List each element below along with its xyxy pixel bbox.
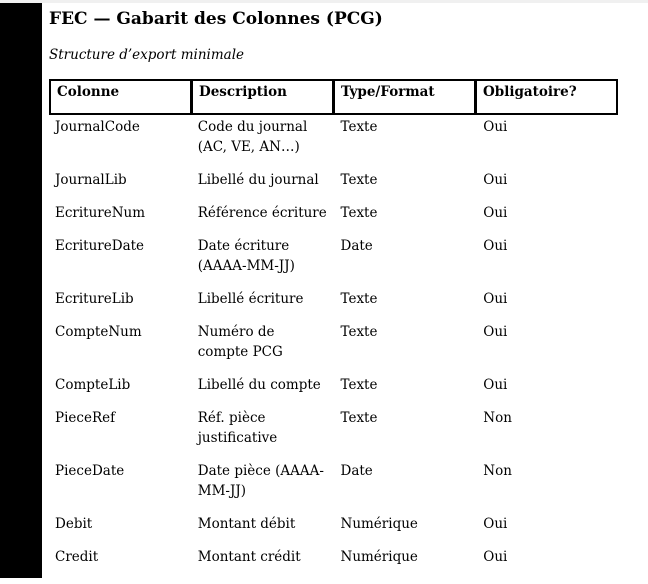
left-margin-bar bbox=[0, 3, 42, 578]
cell-description: Réf. pièce justificative bbox=[197, 410, 278, 446]
cell-colonne: JournalCode bbox=[55, 119, 140, 135]
cell-obligatoire: Non bbox=[483, 463, 512, 479]
cell-obligatoire: Oui bbox=[483, 238, 508, 254]
cell-description: Code du journal (AC, VE, AN…) bbox=[197, 119, 308, 155]
cell-type: Numérique bbox=[340, 549, 418, 565]
document-title: FEC — Gabarit des Colonnes (PCG) bbox=[49, 9, 383, 29]
table-row bbox=[49, 375, 620, 408]
cell-colonne: Credit bbox=[55, 549, 99, 565]
cell-type: Texte bbox=[340, 377, 378, 393]
table-row bbox=[49, 461, 620, 514]
cell-type: Texte bbox=[340, 119, 378, 135]
cell-colonne: PieceDate bbox=[55, 463, 125, 479]
table-row bbox=[49, 408, 620, 461]
cell-description: Numéro de compte PCG bbox=[197, 324, 283, 360]
cell-obligatoire: Oui bbox=[483, 516, 508, 532]
cell-type: Texte bbox=[340, 205, 378, 221]
table-row bbox=[49, 203, 620, 236]
cell-description: Libellé écriture bbox=[197, 291, 304, 307]
table-row bbox=[49, 289, 620, 322]
cell-obligatoire: Oui bbox=[483, 549, 508, 565]
cell-type: Texte bbox=[340, 324, 378, 340]
table-body bbox=[49, 117, 620, 577]
table-row bbox=[49, 170, 620, 203]
cell-colonne: CompteLib bbox=[55, 377, 131, 393]
cell-description: Date écriture (AAAA-MM-JJ) bbox=[197, 238, 295, 274]
cell-description: Libellé du journal bbox=[197, 172, 319, 188]
cell-obligatoire: Oui bbox=[483, 291, 508, 307]
header-obligatoire: Obligatoire? bbox=[475, 79, 618, 115]
cell-type: Texte bbox=[340, 410, 378, 426]
table-row bbox=[49, 236, 620, 289]
cell-description: Montant débit bbox=[197, 516, 296, 532]
document-page bbox=[42, 3, 648, 584]
cell-colonne: EcritureNum bbox=[55, 205, 146, 221]
cell-type: Date bbox=[340, 463, 373, 479]
header-type-format: Type/Format bbox=[333, 79, 476, 115]
cell-type: Texte bbox=[340, 291, 378, 307]
cell-description: Date pièce (AAAA-MM-JJ) bbox=[197, 463, 324, 499]
cell-colonne: Debit bbox=[55, 516, 93, 532]
cell-type: Texte bbox=[340, 172, 378, 188]
cell-obligatoire: Oui bbox=[483, 377, 508, 393]
cell-obligatoire: Oui bbox=[483, 205, 508, 221]
table-row bbox=[49, 322, 620, 375]
table-row bbox=[49, 547, 620, 577]
header-description: Description bbox=[191, 79, 334, 115]
cell-colonne: EcritureLib bbox=[55, 291, 134, 307]
cell-obligatoire: Oui bbox=[483, 324, 508, 340]
cell-colonne: EcritureDate bbox=[55, 238, 145, 254]
table-header-row bbox=[49, 79, 620, 115]
cell-description: Libellé du compte bbox=[197, 377, 321, 393]
cell-description: Montant crédit bbox=[197, 549, 301, 565]
cell-description: Référence écriture bbox=[197, 205, 327, 221]
cell-obligatoire: Oui bbox=[483, 119, 508, 135]
header-colonne: Colonne bbox=[49, 79, 192, 115]
cell-colonne: CompteNum bbox=[55, 324, 142, 340]
cell-type: Date bbox=[340, 238, 373, 254]
cell-type: Numérique bbox=[340, 516, 418, 532]
table-row bbox=[49, 514, 620, 547]
cell-colonne: PieceRef bbox=[55, 410, 116, 426]
document-subtitle: Structure d’export minimale bbox=[49, 47, 244, 63]
cell-obligatoire: Oui bbox=[483, 172, 508, 188]
cell-obligatoire: Non bbox=[483, 410, 512, 426]
cell-colonne: JournalLib bbox=[55, 172, 127, 188]
table-row bbox=[49, 117, 620, 170]
